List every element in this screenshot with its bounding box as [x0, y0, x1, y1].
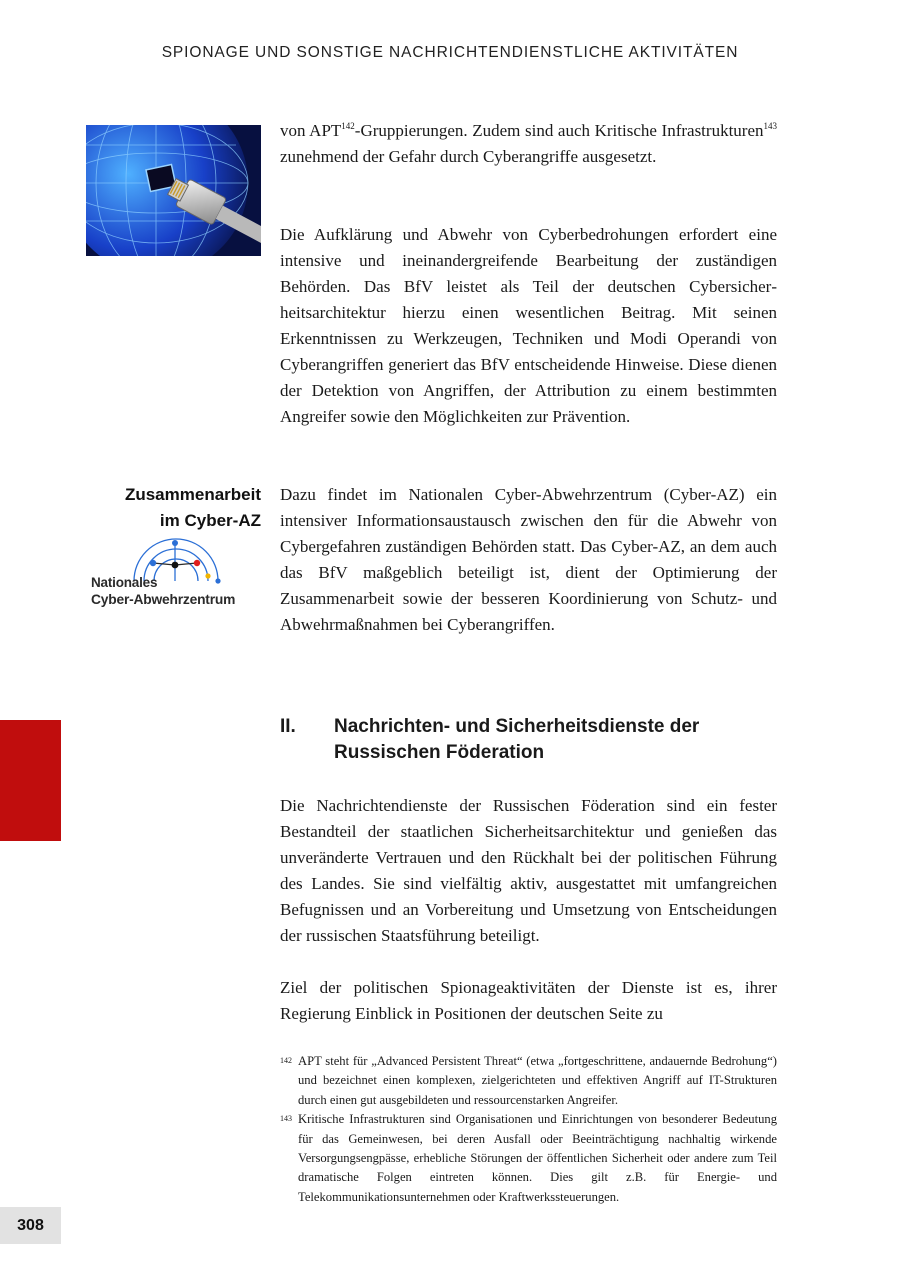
footnote-142 [280, 1052, 777, 1110]
footnotes [280, 1052, 777, 1207]
paragraph-cyber-defense: Die Aufklärung und Abwehr von Cyberbedrohungen erfordert eine intensive und ineinandergreifende Bearbeitung der zuständigen Behörden. Das BfV leistet als Teil der deutschen Cybersicherheitsarchitektur hierzu einen wesentlichen Beitrag. Mit seinen Erkenntnissen zu Werkzeugen, Techniken und Modi Operandi von Cyberangriffen generiert das BfV entscheidende Hinweise. Diese dienen der Detektion von Angriffen, der Attribution zu einem bestimmten Angreifer sowie den Möglichkeiten zur Prävention. [280, 225, 777, 426]
chapter-tab-marker [0, 720, 61, 841]
logo-text-line1: Nationales [91, 575, 158, 590]
sidebar-heading-line1: Zusammenarbeit [124, 485, 261, 504]
sidebar-heading-line2: im Cyber-AZ [159, 511, 261, 530]
footnote-ref-142[interactable]: 142 [341, 121, 355, 131]
text-segment: -Gruppierungen. Zudem sind auch Kritische Infrastrukturen [354, 121, 764, 140]
sidebar-heading [86, 482, 261, 534]
footnote-number: 142 [280, 1056, 292, 1065]
cyber-az-logo [86, 537, 261, 613]
logo-text-line2: Cyber-Abwehrzentrum [91, 592, 236, 607]
paragraph-russian-services: Die Nachrichtendienste der Russischen Föderation sind ein fester Bestandteil der staatlichen Sicherheitsarchitektur und genießen das unveränderte Vertrauen und den Rückhalt bei der politischen Führung des Landes. Sie sind vielfältig aktiv, ausgestattet mit umfangreichen Befugnissen und an Vorbereitung und Umsetzung von Entscheidungen der russischen Staatsführung beteiligt. [280, 796, 777, 945]
running-header: SPIONAGE UND SONSTIGE NACHRICHTENDIENSTLICHE AKTIVITÄTEN [161, 44, 739, 61]
footnote-text: APT steht für „Advanced Persistent Threat“ (etwa „fortgeschrittene, andauernde Bedrohung“) und bezeichnet einen komplexen, zielgerichteten und effektiven Angriff auf IT-Strukturen durch einen gut ausgebildeten und ressourcenstarken Angreifer. [298, 1054, 777, 1107]
section-title [334, 714, 754, 766]
paragraph-cyber-az: Dazu findet im Nationalen Cyber-Abwehrzentrum (Cyber-AZ) ein intensiver Informationsaustausch zwischen den für die Abwehr von Cybergefahren zuständigen Behörden statt. Das Cyber-AZ, an dem auch das BfV maßgeblich beteiligt ist, dient der Optimierung der Zusammenarbeit sowie der besseren Koordinierung von Schutz- und Abwehrmaßnahmen bei Cyberangriffen. [280, 485, 777, 634]
globe-network-cable-icon [86, 125, 261, 256]
section-number: II. [280, 716, 296, 737]
section-title-line1: Nachrichten- und Sicherheitsdienste der [334, 716, 700, 737]
footnote-143 [280, 1110, 777, 1207]
footnote-text: Kritische Infrastrukturen sind Organisationen und Einrichtungen von besonderer Bedeutung für das Gemeinwesen, bei deren Ausfall oder Beeinträchtigung nachhaltig wirkende Versorgungsengpässe, erhebliche Störungen der öffentlichen Sicherheit oder andere zum Teil dramatische Folgen eintreten können. Dies gilt z.B. für Energie- und Telekommunikationsunternehmen oder Kraftwerkssteuerungen. [298, 1112, 777, 1204]
text-segment: zunehmend der Gefahr durch Cyberangriffe ausgesetzt. [280, 147, 657, 166]
paragraph-apt [280, 118, 777, 170]
section-title-line2: Russischen Föderation [334, 742, 545, 763]
page-number: 308 [0, 1207, 61, 1244]
paragraph-espionage-goal: Ziel der politischen Spionageaktivitäten der Dienste ist es, ihrer Regierung Einblick in Positionen der deutschen Seite zu [280, 978, 777, 1023]
footnote-ref-143[interactable]: 143 [763, 121, 777, 131]
footnote-number: 143 [280, 1114, 292, 1124]
cyber-globe-cable-photo [86, 125, 261, 256]
text-segment: von APT [280, 121, 342, 140]
